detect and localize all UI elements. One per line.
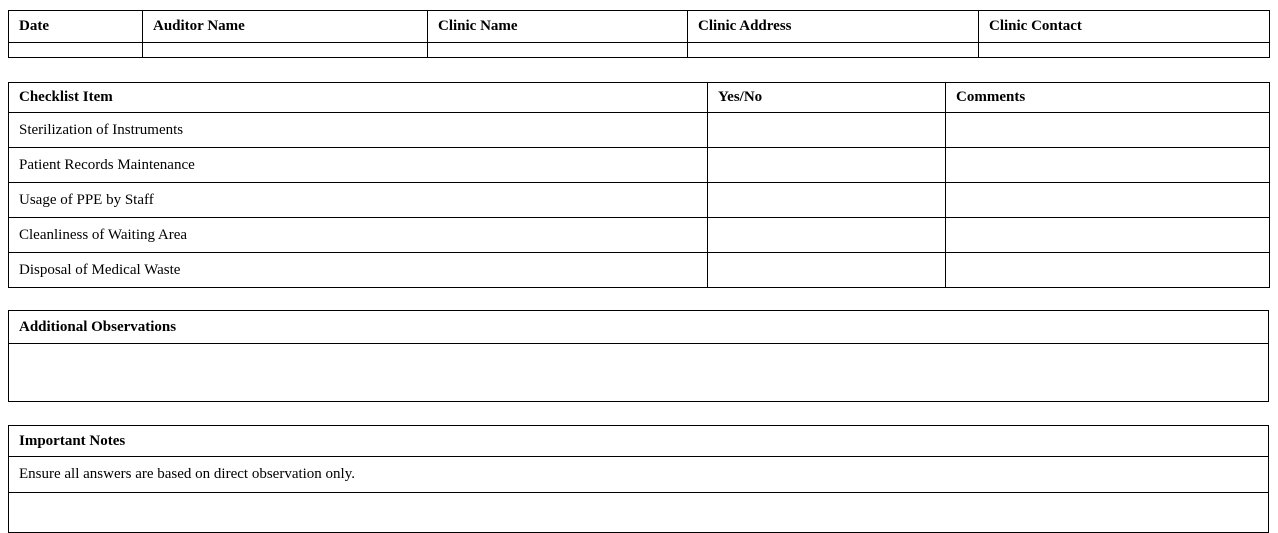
comments-field[interactable]	[946, 113, 1270, 148]
header-auditor-name: Auditor Name	[143, 11, 428, 43]
checklist-item-label: Disposal of Medical Waste	[9, 253, 708, 288]
comments-field[interactable]	[946, 183, 1270, 218]
note-field[interactable]	[9, 493, 1269, 533]
comments-field[interactable]	[946, 148, 1270, 183]
clinic-address-field[interactable]	[688, 43, 979, 58]
yes-no-field[interactable]	[708, 253, 946, 288]
auditor-name-field[interactable]	[143, 43, 428, 58]
important-notes-title: Important Notes	[9, 426, 1269, 457]
header-yes-no: Yes/No	[708, 83, 946, 113]
additional-observations-header-row	[9, 311, 1269, 344]
checklist-item-label: Usage of PPE by Staff	[9, 183, 708, 218]
additional-observations-body-row	[9, 344, 1269, 402]
note-text: Ensure all answers are based on direct observation only.	[9, 457, 1269, 493]
yes-no-field[interactable]	[708, 218, 946, 253]
clinic-name-field[interactable]	[428, 43, 688, 58]
important-notes-table	[8, 425, 1269, 533]
important-notes-header-row	[9, 426, 1269, 457]
checklist-row-medical-waste	[9, 253, 1270, 288]
clinic-info-value-row	[9, 43, 1270, 58]
header-clinic-address: Clinic Address	[688, 11, 979, 43]
checklist-row-sterilization	[9, 113, 1270, 148]
checklist-item-label: Sterilization of Instruments	[9, 113, 708, 148]
checklist-table	[8, 82, 1270, 288]
clinic-info-table	[8, 10, 1270, 58]
header-date: Date	[9, 11, 143, 43]
checklist-row-ppe-usage	[9, 183, 1270, 218]
clinic-contact-field[interactable]	[979, 43, 1270, 58]
yes-no-field[interactable]	[708, 148, 946, 183]
header-checklist-item: Checklist Item	[9, 83, 708, 113]
checklist-header-row	[9, 83, 1270, 113]
header-clinic-name: Clinic Name	[428, 11, 688, 43]
important-note-empty-row	[9, 493, 1269, 533]
comments-field[interactable]	[946, 253, 1270, 288]
checklist-item-label: Cleanliness of Waiting Area	[9, 218, 708, 253]
additional-observations-table	[8, 310, 1269, 402]
additional-observations-field[interactable]	[9, 344, 1269, 402]
date-field[interactable]	[9, 43, 143, 58]
clinic-info-header-row	[9, 11, 1270, 43]
checklist-item-label: Patient Records Maintenance	[9, 148, 708, 183]
checklist-row-waiting-area	[9, 218, 1270, 253]
yes-no-field[interactable]	[708, 113, 946, 148]
comments-field[interactable]	[946, 218, 1270, 253]
additional-observations-title: Additional Observations	[9, 311, 1269, 344]
important-note-row	[9, 457, 1269, 493]
header-comments: Comments	[946, 83, 1270, 113]
checklist-row-patient-records	[9, 148, 1270, 183]
yes-no-field[interactable]	[708, 183, 946, 218]
header-clinic-contact: Clinic Contact	[979, 11, 1270, 43]
